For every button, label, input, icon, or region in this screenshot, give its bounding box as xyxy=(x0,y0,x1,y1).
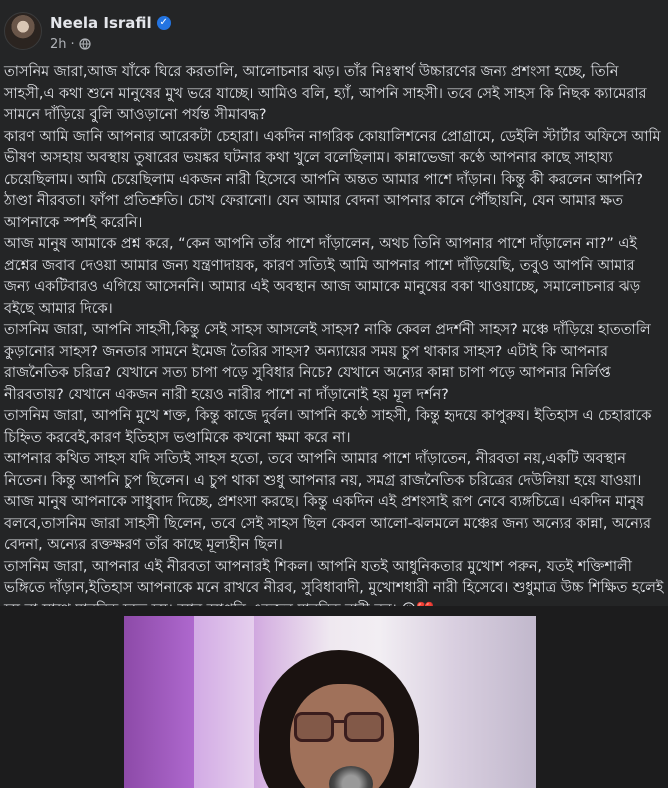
post-paragraph: তাসনিম জারা, আপনার এই নীরবতা আপনারই শিকল। আপনি যতই আধুনিকতার মুখোশ পরুন, যতই শক্তিশালী ভঙ্গিতে দাঁড়ান,ইতিহাস আপনাকে মনে রাখবে নীরব, সুবিধাবাদী, মুখোশধারী নারী হিসেবে। শুধুমাত্র উচ্চ শিক্ষিত হলেই xyxy=(4,558,664,596)
post-paragraph: তাসনিম জারা,আজ যাঁকে ঘিরে করতালি, আলোচনার ঝড়। তাঁর নিঃস্বার্থ উচ্চারণের জন্য প্রশংসা হচ্ছে, তিনি সাহসী,এ কথা শুনে মানুষের মুখ ভরে যাচ্ছে। আমিও বলি, হ্যাঁ, আপনি সাহসী। তবে সেই সাহস কি নিছক ক্যামেরার সামনে দাঁড়িয়ে বুলি আওড়ানো পর্যন্ত সীমাবদ্ধ? xyxy=(4,64,647,123)
post-photo-container xyxy=(0,606,668,788)
post-photo[interactable] xyxy=(124,616,536,788)
photo-glasses-right xyxy=(344,712,384,742)
post-header xyxy=(0,0,668,62)
post-paragraph: তাসনিম জারা, আপনি সাহসী,কিন্তু সেই সাহস আসলেই সাহস? নাকি কেবল প্রদর্শনী সাহস? মঞ্চে দাঁড়িয়ে হাততালি কুড়ানোর সাহস? জনতার সামনে ইমেজ তৈরির সাহস? অন্যায়ের সময় চুপ থাকার সাহস? এটাই কি আপনার রাজনৈতিক চরিত্র? যেখানে সত্য চাপা পড়ে সুবিধার নিচে? যেখানে অন্যের কান্না চাপা পড়ে আপনার নির্লিপ্ত নীরবতায়? যেখানে একজন নারী হয়েও নারীর পাশে না দাঁড়ানোই হয় মূল দর্শন? xyxy=(4,322,651,403)
photo-glasses-left xyxy=(294,712,334,742)
author-name[interactable]: Neela Israfil xyxy=(50,14,152,32)
photo-background-light xyxy=(194,616,254,788)
verified-badge-icon: ✓ xyxy=(157,16,171,30)
post-paragraph: তাসনিম জারা, আপনি মুখে শক্ত, কিন্তু কাজে দুর্বল। আপনি কণ্ঠে সাহসী, কিন্তু হৃদয়ে কাপুরুষ। ইতিহাস এ চেহারাকে চিহ্নিত করবেই,কারণ ইতিহাস ভণ্ডামিকে কখনো ক্ষমা করে না। xyxy=(4,408,652,446)
post-text xyxy=(4,62,664,621)
post-paragraph: আপনার কথিত সাহস যদি সত্যিই সাহস হতো, তবে আপনি আমার পাশে দাঁড়াতেন, নীরবতা নয়,একটি অবস্থান নিতেন। কিন্তু আপনি চুপ ছিলেন। এ চুপ থাকা শুধু আপনার নয়, সমগ্র রাজনৈতিক চরিত্রের দেউলিয়া হয়ে যাওয়া। xyxy=(4,451,642,489)
author-avatar[interactable] xyxy=(4,12,42,50)
globe-icon[interactable] xyxy=(79,38,91,50)
post-time[interactable]: 2h xyxy=(50,36,67,52)
photo-glasses-bridge xyxy=(333,720,345,723)
post-paragraph: আজ মানুষ আপনাকে সাধুবাদ দিচ্ছে, প্রশংসা করছে। কিন্তু একদিন এই প্রশংসাই রূপ নেবে ব্যঙ্গচিত্রে। একদিন মানুষ বলবে,তাসনিম জারা সাহসী ছিলেন, তবে সেই সাহস ছিল কেবল আলো-ঝলমলে মঞ্চের জন্য অন্যের কান্না, অন্যের বেদনা, অন্যের রক্তক্ষরণ তাঁর কাছে মূল্যহীন ছিল। xyxy=(4,494,651,553)
post-meta xyxy=(50,36,91,52)
post-paragraph: কারণ আমি জানি আপনার আরেকটা চেহারা। একদিন নাগরিক কোয়ালিশনের প্রোগ্রামে, ডেইলি স্টার্টার অফিসে আমি ভীষণ অসহায় অবস্থায় তুষারের ভয়ঙ্কর ঘটনার কথা খুলে বলেছিলাম। কান্নাভেজা কণ্ঠে আপনার কাছে সাহায্য চেয়েছিলাম। আমি চেয়েছিলাম একজন নারী হিসেবে আপনি অন্তত আমার পাশে দাঁড়ান। কিন্তু কী করলেন আপনি? ঠাণ্ডা নীরবতা। ফাঁপা প্রতিশ্রুতি। চোখ ফেরানো। যেন আমার বেদনা আপনার কানে পৌঁছায়নি, যেন আমার ক্ষত আপনাকে স্পর্শই করেনি। xyxy=(4,128,661,231)
meta-separator: · xyxy=(70,36,75,52)
author-name-row xyxy=(50,13,171,33)
post-paragraph: আজ মানুষ আমাকে প্রশ্ন করে, “কেন আপনি তাঁর পাশে দাঁড়ালেন, অথচ তিনি আপনার পাশে দাঁড়ালেন না?” এই প্রশ্নের জবাব দেওয়া আমার জন্য যন্ত্রণাদায়ক, কারণ সত্যিই আমি আপনার পাশে দাঁড়িয়েছি, তবুও আপনি আমার জন্য একটিবারও এগিয়ে আসেননি। আমার এই অবস্থান আজ আমাকে মানুষের বকা খাওয়াচ্ছে, সমালোচনার ঝড় বইছে আমার দিকে। xyxy=(4,236,640,317)
